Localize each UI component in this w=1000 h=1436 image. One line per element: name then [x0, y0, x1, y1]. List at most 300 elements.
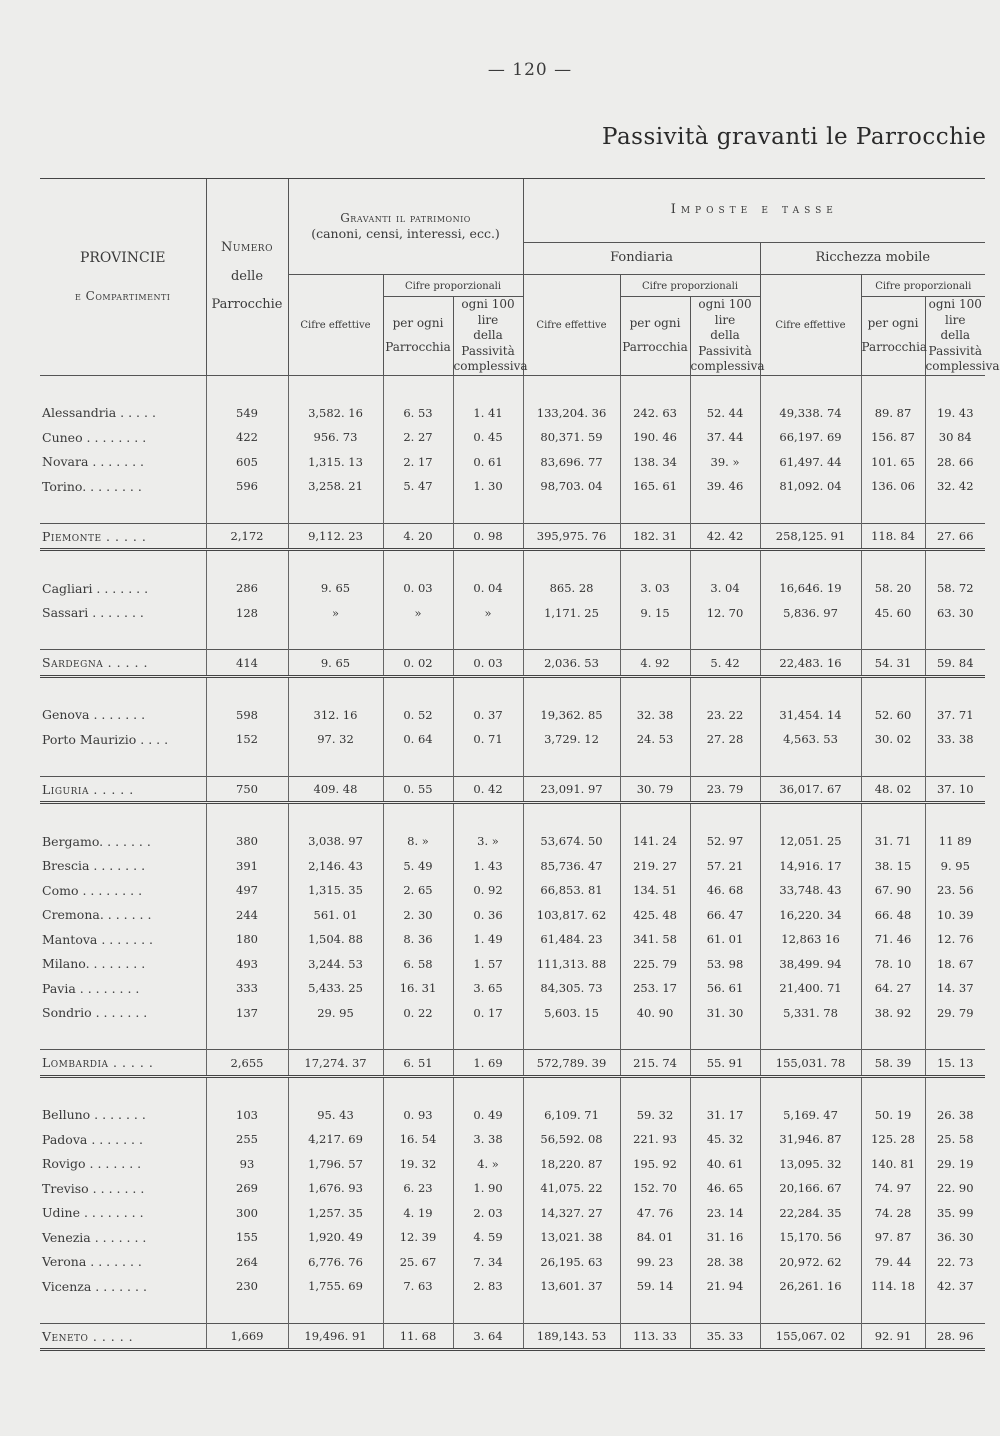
value-cell: 92. 91	[861, 1323, 925, 1350]
value-cell: 1,171. 25	[523, 600, 620, 625]
value-cell: 56. 61	[690, 976, 760, 1001]
value-cell: 4. 59	[453, 1225, 523, 1250]
value-cell: 4. 19	[383, 1200, 453, 1225]
value-cell: 3. 38	[453, 1127, 523, 1152]
value-cell: 8. »	[383, 829, 453, 854]
value-cell: 333	[206, 976, 288, 1001]
table-row	[40, 1200, 985, 1225]
value-cell: 152. 70	[620, 1176, 690, 1201]
gravanti-sub-label: (canoni, censi, interessi, ecc.)	[311, 226, 500, 242]
spacer-cell	[288, 803, 383, 829]
spacer-cell	[690, 550, 760, 576]
spacer-cell	[760, 550, 861, 576]
value-cell: 1. 90	[453, 1176, 523, 1201]
spacer-cell	[925, 803, 985, 829]
spacer-cell	[40, 375, 206, 400]
value-cell: 0. 71	[453, 727, 523, 752]
value-cell: 97. 32	[288, 727, 383, 752]
compartimento-name: Lombardia . . . . .	[40, 1050, 206, 1077]
spacer-cell	[925, 375, 985, 400]
value-cell: 1,676. 93	[288, 1176, 383, 1201]
numero-label: Numero	[221, 239, 273, 255]
value-cell: 5. 49	[383, 853, 453, 878]
spacer-cell	[620, 1076, 690, 1102]
cifre-proporzionali-label: Cifre proporzionali	[875, 280, 972, 292]
value-cell: 89. 87	[861, 400, 925, 425]
value-cell: 155	[206, 1225, 288, 1250]
table-row	[40, 576, 985, 601]
spacer-cell	[40, 1076, 206, 1102]
value-cell: 17,274. 37	[288, 1050, 383, 1077]
spacer-cell	[760, 676, 861, 702]
value-cell: 84. 01	[620, 1225, 690, 1250]
spacer-cell	[40, 1298, 206, 1323]
value-cell: 22,284. 35	[760, 1200, 861, 1225]
value-cell: 300	[206, 1200, 288, 1225]
spacer-cell	[523, 498, 620, 523]
value-cell: 865. 28	[523, 576, 620, 601]
province-name: Cagliari . . . . . . .	[42, 580, 149, 596]
value-cell: 35. 99	[925, 1200, 985, 1225]
spacer-cell	[206, 676, 288, 702]
value-cell: 1,920. 49	[288, 1225, 383, 1250]
page-number: — 120 —	[487, 60, 573, 80]
value-cell: 26. 38	[925, 1102, 985, 1127]
value-cell: 12. 39	[383, 1225, 453, 1250]
province-name: Udine . . . . . . . .	[42, 1205, 144, 1221]
value-cell: 30. 79	[620, 776, 690, 803]
spacer-cell	[620, 375, 690, 400]
value-cell: 19,362. 85	[523, 702, 620, 727]
value-cell: 1,755. 69	[288, 1274, 383, 1299]
spacer-cell	[40, 1025, 206, 1050]
spacer-cell	[40, 625, 206, 650]
value-cell: 253. 17	[620, 976, 690, 1001]
spacer-cell	[925, 1298, 985, 1323]
spacer-cell	[523, 803, 620, 829]
value-cell: 31,946. 87	[760, 1127, 861, 1152]
value-cell: 40. 61	[690, 1151, 760, 1176]
value-cell: 2. 83	[453, 1274, 523, 1299]
value-cell: 425. 48	[620, 902, 690, 927]
compartimento-name: Veneto . . . . .	[40, 1323, 206, 1350]
spacer-cell	[453, 498, 523, 523]
spacer-cell	[383, 1076, 453, 1102]
value-cell: 341. 58	[620, 927, 690, 952]
spacer-cell	[861, 550, 925, 576]
value-cell: 0. 37	[453, 702, 523, 727]
province-name: Torino. . . . . . . .	[42, 478, 142, 494]
value-cell: 54. 31	[861, 650, 925, 677]
spacer-cell	[925, 1025, 985, 1050]
ogni-100-header	[690, 297, 765, 376]
value-cell: 37. 71	[925, 702, 985, 727]
spacer-cell	[925, 498, 985, 523]
value-cell: 4,563. 53	[760, 727, 861, 752]
value-cell: »	[288, 600, 383, 625]
spacer-cell	[453, 625, 523, 650]
value-cell: 63. 30	[925, 600, 985, 625]
table-row	[40, 902, 985, 927]
cifre-effettive-label: Cifre effettive	[536, 320, 607, 332]
value-cell: 35. 33	[690, 1323, 760, 1350]
value-cell: 0. 42	[453, 776, 523, 803]
table-row	[40, 1151, 985, 1176]
value-cell: 31. 16	[690, 1225, 760, 1250]
value-cell: 0. 45	[453, 425, 523, 450]
value-cell: 5,836. 97	[760, 600, 861, 625]
spacer-cell	[861, 1298, 925, 1323]
spacer-cell	[288, 375, 383, 400]
value-cell: 0. 64	[383, 727, 453, 752]
value-cell: 137	[206, 1000, 288, 1025]
value-cell: 45. 60	[861, 600, 925, 625]
ogni-100-header	[925, 297, 1000, 376]
page-title: Passività gravanti le Parrocchie	[602, 124, 987, 150]
value-cell: 31. 17	[690, 1102, 760, 1127]
gap-row	[40, 1298, 985, 1323]
spacer-cell	[206, 803, 288, 829]
value-cell: 0. 04	[453, 576, 523, 601]
compartimento-total-row	[40, 650, 985, 677]
value-cell: 225. 79	[620, 951, 690, 976]
spacer-cell	[620, 550, 690, 576]
spacer-cell	[206, 751, 288, 776]
value-cell: 14. 37	[925, 976, 985, 1001]
value-cell: 99. 23	[620, 1249, 690, 1274]
value-cell: 59. 32	[620, 1102, 690, 1127]
spacer-cell	[383, 375, 453, 400]
ogni-100-label: ogni 100 lire	[698, 297, 752, 327]
spacer-cell	[383, 803, 453, 829]
value-cell: 46. 68	[690, 878, 760, 903]
passivita-label: Passività	[698, 343, 752, 358]
value-cell: 31. 30	[690, 1000, 760, 1025]
ricchezza-label: Ricchezza mobile	[815, 250, 931, 266]
value-cell: 49,338. 74	[760, 400, 861, 425]
spacer-cell	[523, 676, 620, 702]
spacer-cell	[206, 498, 288, 523]
value-cell: 1. 49	[453, 927, 523, 952]
spacer-cell	[861, 625, 925, 650]
province-name: Sassari . . . . . . .	[42, 605, 144, 621]
value-cell: 16,220. 34	[760, 902, 861, 927]
province-name: Rovigo . . . . . . .	[42, 1156, 142, 1172]
value-cell: 55. 91	[690, 1050, 760, 1077]
table-body	[40, 375, 985, 1350]
value-cell: 1,504. 88	[288, 927, 383, 952]
fondiaria-header	[523, 243, 760, 275]
value-cell: 26,195. 63	[523, 1249, 620, 1274]
province-name: Treviso . . . . . . .	[42, 1180, 145, 1196]
cifre-effettive-label: Cifre effettive	[775, 320, 846, 332]
value-cell: 1,315. 35	[288, 878, 383, 903]
compartimento-total-row	[40, 1323, 985, 1350]
spacer-cell	[383, 498, 453, 523]
value-cell: 3,244. 53	[288, 951, 383, 976]
value-cell: 5,603. 15	[523, 1000, 620, 1025]
value-cell: 3. 64	[453, 1323, 523, 1350]
value-cell: 11 89	[925, 829, 985, 854]
value-cell: 58. 20	[861, 576, 925, 601]
value-cell: 42. 37	[925, 1274, 985, 1299]
value-cell: 155,067. 02	[760, 1323, 861, 1350]
value-cell: 39. »	[690, 449, 760, 474]
parrocchia-label: Parrocchia	[385, 339, 451, 354]
spacer-cell	[690, 1298, 760, 1323]
value-cell: 0. 02	[383, 650, 453, 677]
spacer-cell	[523, 751, 620, 776]
value-cell: 28. 66	[925, 449, 985, 474]
value-cell: 111,313. 88	[523, 951, 620, 976]
value-cell: 1,796. 57	[288, 1151, 383, 1176]
value-cell: 103	[206, 1102, 288, 1127]
table-row	[40, 1249, 985, 1274]
spacer-cell	[760, 1298, 861, 1323]
value-cell: 25. 67	[383, 1249, 453, 1274]
table-row	[40, 1225, 985, 1250]
spacer-cell	[383, 1025, 453, 1050]
value-cell: 52. 44	[690, 400, 760, 425]
value-cell: 113. 33	[620, 1323, 690, 1350]
value-cell: 0. 03	[383, 576, 453, 601]
value-cell: 269	[206, 1176, 288, 1201]
value-cell: 78. 10	[861, 951, 925, 976]
value-cell: 18. 67	[925, 951, 985, 976]
value-cell: 66. 47	[690, 902, 760, 927]
spacer-cell	[453, 751, 523, 776]
value-cell: 59. 14	[620, 1274, 690, 1299]
spacer-cell	[523, 1025, 620, 1050]
value-cell: 195. 92	[620, 1151, 690, 1176]
value-cell: 61. 01	[690, 927, 760, 952]
value-cell: 190. 46	[620, 425, 690, 450]
value-cell: 140. 81	[861, 1151, 925, 1176]
value-cell: 36. 30	[925, 1225, 985, 1250]
spacer-cell	[690, 1076, 760, 1102]
value-cell: 3,258. 21	[288, 474, 383, 499]
province-name: Venezia . . . . . . .	[42, 1229, 147, 1245]
value-cell: 6,109. 71	[523, 1102, 620, 1127]
value-cell: 4,217. 69	[288, 1127, 383, 1152]
province-name: Como . . . . . . . .	[42, 882, 143, 898]
province-name: Genova . . . . . . .	[42, 707, 146, 723]
spacer-cell	[288, 1025, 383, 1050]
table-row	[40, 1274, 985, 1299]
spacer-cell	[383, 550, 453, 576]
per-ogni-label: per ogni	[867, 316, 919, 331]
value-cell: 81,092. 04	[760, 474, 861, 499]
table-header	[40, 179, 1000, 376]
spacer-row	[40, 375, 985, 400]
spacer-cell	[620, 625, 690, 650]
spacer-cell	[288, 1298, 383, 1323]
spacer-cell	[760, 498, 861, 523]
della-label: della	[940, 328, 971, 343]
value-cell: 15. 13	[925, 1050, 985, 1077]
ogni-100-label: ogni 100 lire	[928, 297, 982, 327]
fondiaria-cifre-effettive-header	[523, 275, 620, 376]
compartimento-total-row	[40, 1050, 985, 1077]
spacer-cell	[925, 751, 985, 776]
province-name: Belluno . . . . . . .	[42, 1107, 146, 1123]
passivita-label: Passività	[461, 343, 515, 358]
value-cell: 19,496. 91	[288, 1323, 383, 1350]
parrocchie-label: Parrocchie	[211, 297, 283, 313]
value-cell: 0. 92	[453, 878, 523, 903]
complessiva-label: complessiva	[690, 359, 765, 374]
value-cell: 7. 34	[453, 1249, 523, 1274]
value-cell: »	[383, 600, 453, 625]
spacer-cell	[383, 625, 453, 650]
value-cell: 32. 38	[620, 702, 690, 727]
value-cell: 22,483. 16	[760, 650, 861, 677]
value-cell: 182. 31	[620, 523, 690, 550]
spacer-cell	[925, 550, 985, 576]
value-cell: 138. 34	[620, 449, 690, 474]
value-cell: 497	[206, 878, 288, 903]
value-cell: 3,582. 16	[288, 400, 383, 425]
table-row	[40, 1102, 985, 1127]
value-cell: 1. 30	[453, 474, 523, 499]
value-cell: 230	[206, 1274, 288, 1299]
spacer-cell	[383, 751, 453, 776]
value-cell: 98,703. 04	[523, 474, 620, 499]
value-cell: 380	[206, 829, 288, 854]
table-row	[40, 829, 985, 854]
value-cell: 36,017. 67	[760, 776, 861, 803]
value-cell: 4. 92	[620, 650, 690, 677]
spacer-cell	[620, 803, 690, 829]
value-cell: 23. 22	[690, 702, 760, 727]
value-cell: 596	[206, 474, 288, 499]
value-cell: 27. 66	[925, 523, 985, 550]
value-cell: 74. 28	[861, 1200, 925, 1225]
value-cell: 3. 03	[620, 576, 690, 601]
spacer-cell	[861, 676, 925, 702]
ricchezza-header	[760, 243, 985, 275]
value-cell: 16. 54	[383, 1127, 453, 1152]
value-cell: 39. 46	[690, 474, 760, 499]
value-cell: 2. 17	[383, 449, 453, 474]
value-cell: 0. 93	[383, 1102, 453, 1127]
spacer-cell	[620, 498, 690, 523]
spacer-cell	[453, 1076, 523, 1102]
value-cell: 13,095. 32	[760, 1151, 861, 1176]
spacer-cell	[760, 751, 861, 776]
value-cell: 20,972. 62	[760, 1249, 861, 1274]
fondiaria-label: Fondiaria	[610, 250, 673, 266]
value-cell: 3. »	[453, 829, 523, 854]
gravanti-cifre-prop-header	[383, 275, 523, 297]
spacer-cell	[288, 751, 383, 776]
value-cell: 0. 52	[383, 702, 453, 727]
ricchezza-cifre-prop-header	[861, 275, 985, 297]
spacer-cell	[861, 1076, 925, 1102]
table-row	[40, 474, 985, 499]
table-row	[40, 976, 985, 1001]
value-cell: 9. 65	[288, 576, 383, 601]
province-name: Novara . . . . . . .	[42, 454, 145, 470]
value-cell: 956. 73	[288, 425, 383, 450]
spacer-cell	[206, 1025, 288, 1050]
value-cell: 165. 61	[620, 474, 690, 499]
ricchezza-cifre-effettive-header	[760, 275, 861, 376]
passivita-label: Passività	[928, 343, 982, 358]
value-cell: 22. 73	[925, 1249, 985, 1274]
province-name: Cuneo . . . . . . . .	[42, 429, 147, 445]
value-cell: 30. 02	[861, 727, 925, 752]
value-cell: 14,916. 17	[760, 853, 861, 878]
value-cell: 41,075. 22	[523, 1176, 620, 1201]
value-cell: 25. 58	[925, 1127, 985, 1152]
value-cell: 1. 57	[453, 951, 523, 976]
value-cell: 29. 79	[925, 1000, 985, 1025]
value-cell: 134. 51	[620, 878, 690, 903]
spacer-cell	[40, 498, 206, 523]
value-cell: 85,736. 47	[523, 853, 620, 878]
value-cell: 61,484. 23	[523, 927, 620, 952]
ogni-100-label: ogni 100 lire	[461, 297, 515, 327]
value-cell: 16,646. 19	[760, 576, 861, 601]
value-cell: 264	[206, 1249, 288, 1274]
spacer-cell	[206, 375, 288, 400]
compartimento-name: Liguria . . . . .	[40, 776, 206, 803]
value-cell: 33,748. 43	[760, 878, 861, 903]
value-cell: 12. 70	[690, 600, 760, 625]
della-label: della	[473, 328, 503, 343]
value-cell: 118. 84	[861, 523, 925, 550]
spacer-cell	[861, 498, 925, 523]
value-cell: 46. 65	[690, 1176, 760, 1201]
value-cell: 58. 39	[861, 1050, 925, 1077]
province-name: Sondrio . . . . . . .	[42, 1005, 148, 1021]
province-label: PROVINCIE	[79, 250, 166, 267]
value-cell: 2. 03	[453, 1200, 523, 1225]
value-cell: 598	[206, 702, 288, 727]
value-cell: 23. 14	[690, 1200, 760, 1225]
value-cell: 3. 65	[453, 976, 523, 1001]
value-cell: 5. 47	[383, 474, 453, 499]
value-cell: 19. 32	[383, 1151, 453, 1176]
value-cell: 22. 90	[925, 1176, 985, 1201]
value-cell: 9. 65	[288, 650, 383, 677]
value-cell: 156. 87	[861, 425, 925, 450]
value-cell: 9. 95	[925, 853, 985, 878]
value-cell: 180	[206, 927, 288, 952]
value-cell: 219. 27	[620, 853, 690, 878]
spacer-cell	[925, 676, 985, 702]
value-cell: 5,433. 25	[288, 976, 383, 1001]
value-cell: 4. »	[453, 1151, 523, 1176]
value-cell: 125. 28	[861, 1127, 925, 1152]
value-cell: 14,327. 27	[523, 1200, 620, 1225]
spacer-cell	[620, 1298, 690, 1323]
value-cell: 29. 95	[288, 1000, 383, 1025]
value-cell: 1. 69	[453, 1050, 523, 1077]
table-row	[40, 600, 985, 625]
value-cell: 3,729. 12	[523, 727, 620, 752]
value-cell: 66,197. 69	[760, 425, 861, 450]
province-name: Bergamo. . . . . . .	[42, 833, 151, 849]
value-cell: 244	[206, 902, 288, 927]
value-cell: 74. 97	[861, 1176, 925, 1201]
value-cell: 242. 63	[620, 400, 690, 425]
spacer-cell	[861, 375, 925, 400]
delle-label: delle	[230, 268, 264, 284]
value-cell: 136. 06	[861, 474, 925, 499]
spacer-cell	[453, 1025, 523, 1050]
